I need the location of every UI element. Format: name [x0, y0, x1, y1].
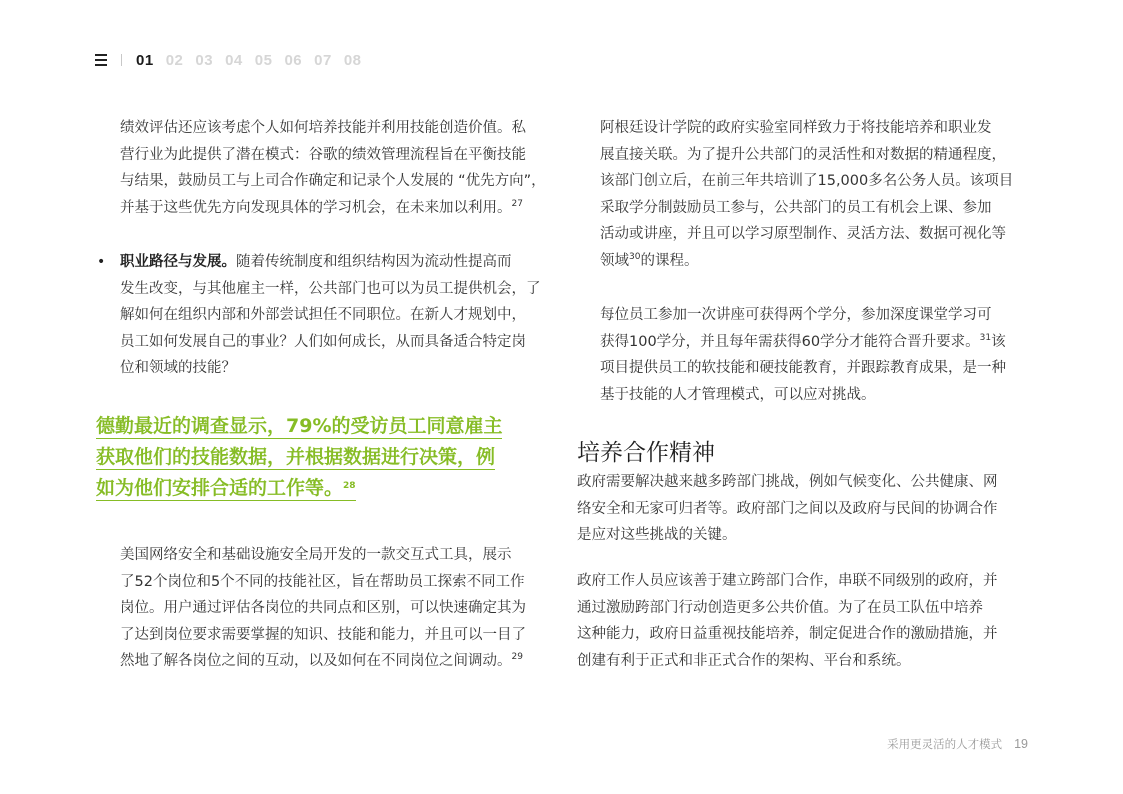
chapter-tab-04[interactable]: 04	[225, 51, 243, 69]
chapter-navigation	[95, 50, 374, 70]
text-line: 然地了解各岗位之间的互动，以及如何在不同岗位之间调动。	[120, 653, 512, 669]
text-line: 基于技能的人才管理模式，可以应对挑战。	[600, 386, 876, 403]
text-line: 阿根廷设计学院的政府实验室同样致力于将技能培养和职业发	[600, 120, 992, 136]
footer-title: 采用更灵活的人才模式	[887, 737, 1003, 751]
text-line: 解如何在组织内部和外部尝试担任不同职位。在新人才规划中，	[120, 307, 526, 323]
career-path-bullet	[97, 249, 550, 382]
left-paragraph-2	[120, 542, 560, 675]
text-line: 发生改变，与其他雇主一样，公共部门也可以为员工提供机会，了	[120, 280, 541, 297]
text-line: 项目提供员工的软技能和硬技能教育，并跟踪教育成果，是一种	[600, 360, 1006, 376]
text-line: 领域	[600, 252, 629, 269]
highlight-line: 德勤最近的调查显示，79%的受访员工同意雇主	[96, 415, 503, 437]
footnote-ref[interactable]: 29	[511, 652, 523, 662]
text-line: 员工如何发展自己的事业？人们如何成长，从而具备适合特定岗	[120, 333, 526, 350]
text-line: 这种能力，政府日益重视技能培养，制定促进合作的激励措施，并	[577, 626, 998, 642]
text-line: 位和领域的技能？	[120, 360, 236, 376]
footnote-ref[interactable]: 30	[629, 251, 641, 262]
right-paragraph-2	[600, 302, 1040, 408]
bullet-dot-icon: •	[97, 254, 106, 270]
text-line: 了52个岗位和5个不同的技能社区，旨在帮助员工探索不同工作	[120, 573, 525, 590]
text-line: 络安全和无家可归者等。政府部门之间以及政府与民间的协调合作	[577, 500, 998, 517]
text-line: 获得100学分，并且每年需获得60学分才能符合晋升要求。	[600, 333, 980, 350]
chapter-tab-07[interactable]: 07	[314, 51, 332, 69]
footnote-ref[interactable]: 31	[979, 332, 992, 343]
chapter-tab-03[interactable]: 03	[195, 51, 214, 69]
section-title: 培养合作精神	[577, 440, 715, 466]
bullet-heading: 职业路径与发展。	[120, 254, 236, 270]
left-paragraph-1	[120, 115, 550, 221]
text-line: 了达到岗位要求需要掌握的知识、技能和能力，并且可以一目了	[120, 626, 526, 643]
text-line: 并基于这些优先方向发现具体的学习机会，在未来加以利用。	[120, 199, 512, 216]
right-paragraph-1	[600, 115, 1040, 274]
text-line: 展直接关联。为了提升公共部门的灵活性和对数据的精通程度，	[600, 146, 1006, 163]
page-footer	[887, 736, 1028, 752]
footnote-ref[interactable]: 27	[511, 198, 523, 209]
right-paragraph-4	[577, 568, 1037, 674]
text-line: 随着传统制度和组织结构因为流动性提高而	[236, 254, 512, 270]
nav-divider	[121, 54, 122, 66]
chapter-tab-06[interactable]: 06	[284, 51, 303, 69]
chapter-tabs	[136, 52, 374, 69]
text-line: 每位员工参加一次讲座可获得两个学分，参加深度课堂学习可	[600, 307, 992, 323]
text-line: 该部门创立后，在前三年共培训了15,000多名公务人员。该项目	[600, 173, 1014, 189]
text-line: 政府工作人员应该善于建立跨部门合作，串联不同级别的政府，并	[577, 573, 998, 589]
text-line: 通过激励跨部门行动创造更多公共价值。为了在员工队伍中培养	[577, 599, 983, 616]
text-line: 与结果，鼓励员工与上司合作确定和记录个人发展的 “优先方向”，	[120, 173, 546, 189]
text-line: 美国网络安全和基础设施安全局开发的一款交互式工具，展示	[120, 547, 512, 563]
text-line: 岗位。用户通过评估各岗位的共同点和区别，可以快速确定其为	[120, 600, 526, 616]
text-line: 采取学分制鼓励员工参与，公共部门的员工有机会上课、参加	[600, 199, 992, 216]
text-line: 活动或讲座，并且可以学习原型制作、灵活方法、数据可视化等	[600, 226, 1006, 242]
section-heading	[577, 438, 1017, 468]
text-line: 该	[991, 333, 1006, 350]
chapter-tab-02[interactable]: 02	[165, 51, 184, 69]
footnote-ref[interactable]: 28	[343, 481, 356, 491]
chapter-tab-08[interactable]: 08	[343, 51, 362, 69]
chapter-tab-01[interactable]: 01	[136, 51, 154, 69]
text-line: 的课程。	[640, 252, 699, 269]
right-paragraph-3	[577, 469, 1037, 549]
text-line: 是应对这些挑战的关键。	[577, 527, 737, 543]
text-line: 营行业为此提供了潜在模式：谷歌的绩效管理流程旨在平衡技能	[120, 146, 526, 163]
text-line: 创建有利于正式和非正式合作的架构、平台和系统。	[577, 652, 911, 669]
chapter-tab-05[interactable]: 05	[254, 51, 273, 69]
text-line: 政府需要解决越来越多跨部门挑战，例如气候变化、公共健康、网	[577, 474, 998, 490]
text-line: 绩效评估还应该考虑个人如何培养技能并利用技能创造价值。私	[120, 120, 526, 136]
page-number: 19	[1014, 737, 1028, 751]
menu-icon[interactable]	[95, 54, 107, 66]
highlight-line: 获取他们的技能数据，并根据数据进行决策，例	[96, 446, 496, 468]
highlight-line: 如为他们安排合适的工作等。	[96, 477, 344, 499]
highlight-quote	[96, 411, 556, 504]
